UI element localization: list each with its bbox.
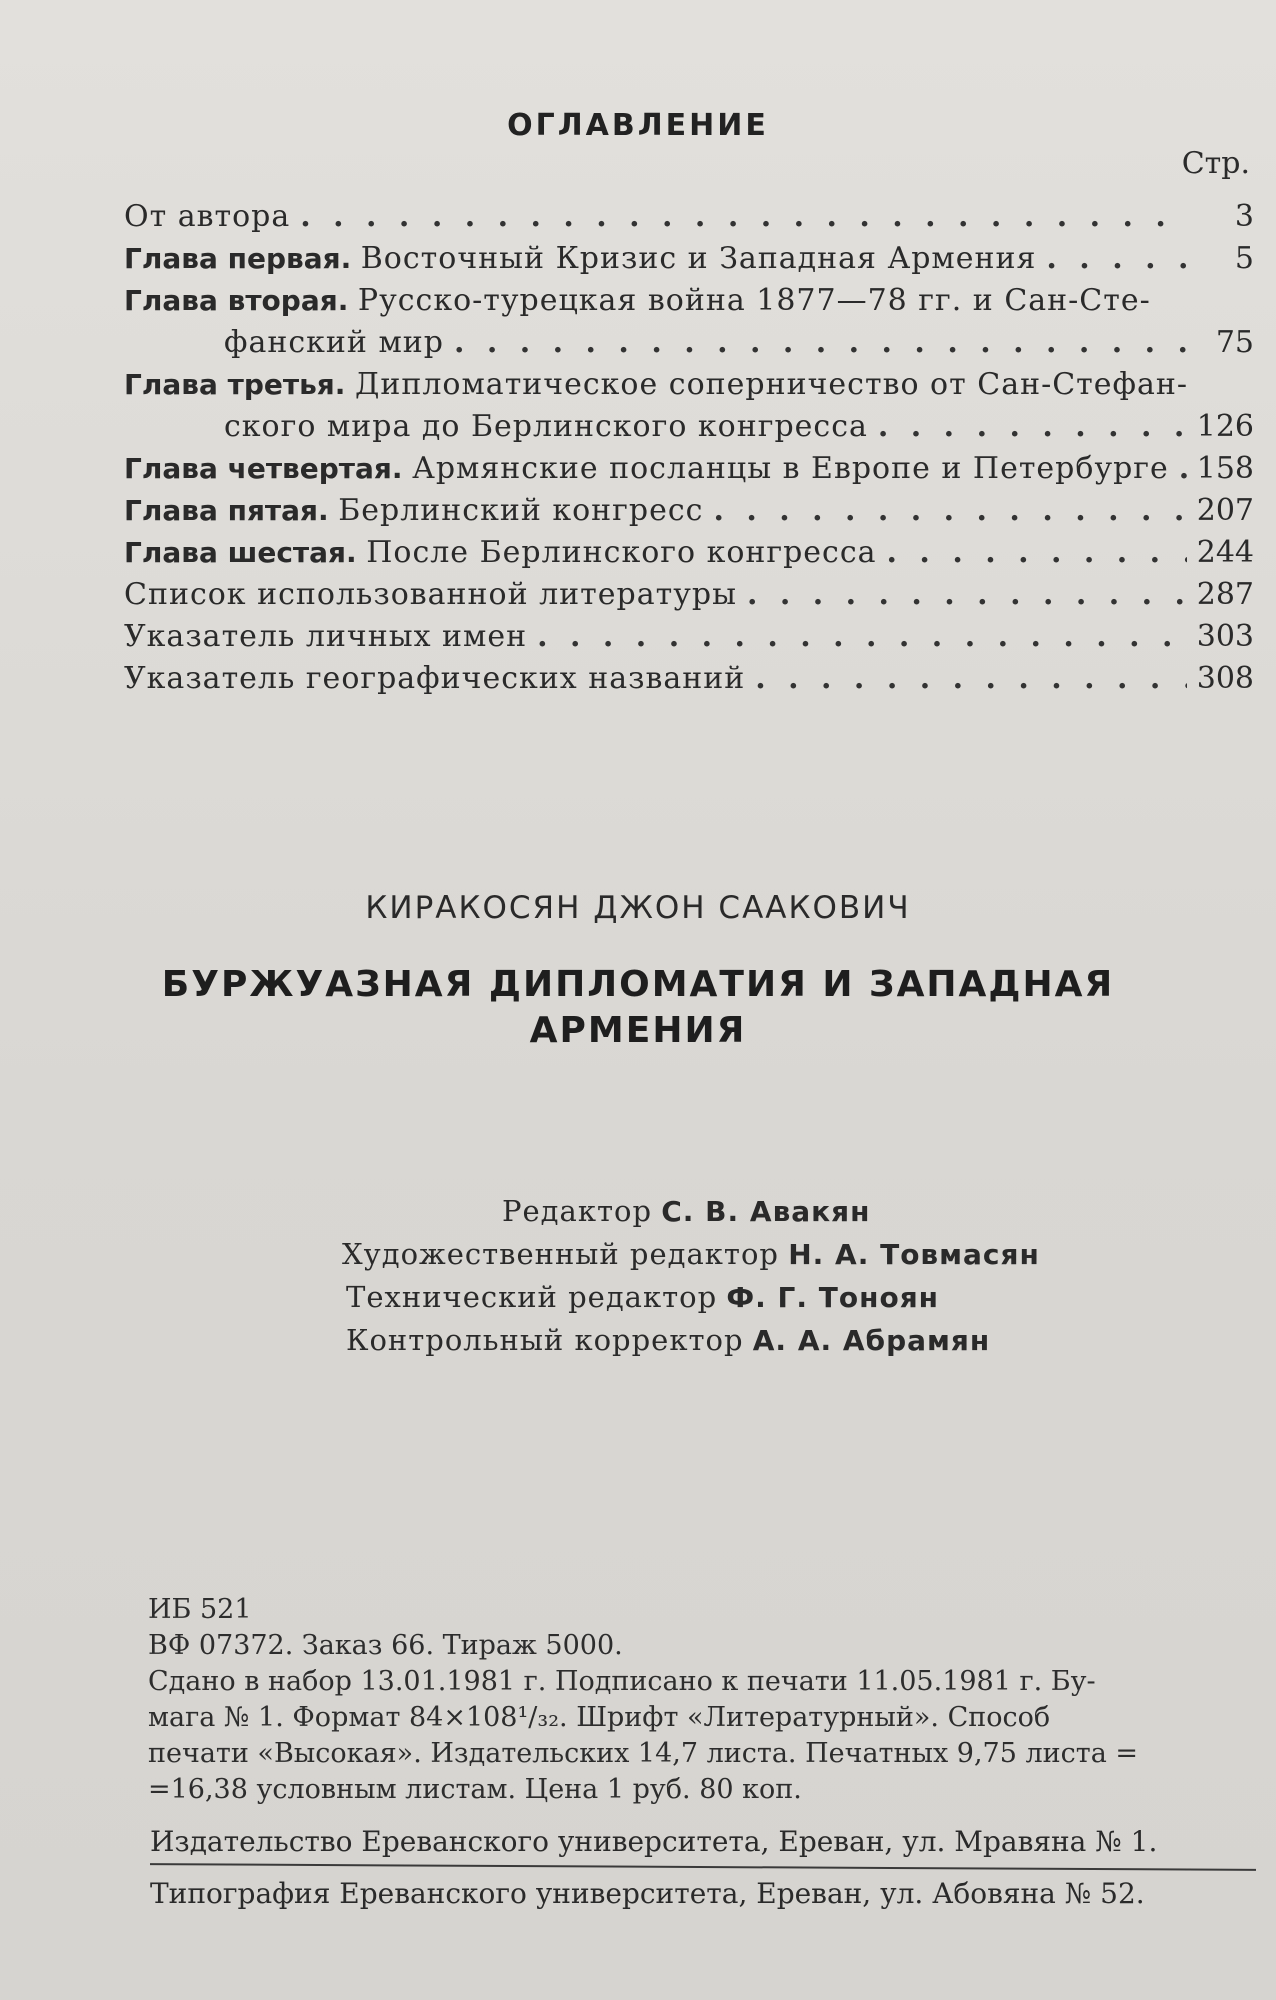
imprint-line-4: =16,38 условным листам. Цена 1 руб. 80 коп. bbox=[148, 1774, 802, 1805]
editorial-credits bbox=[0, 1190, 1276, 1362]
toc-entry-label: Глава первая. bbox=[124, 242, 352, 275]
toc-entry-label: Глава вторая. bbox=[124, 284, 349, 317]
toc-page-number: 244 bbox=[1196, 535, 1254, 570]
toc-entry-label: Глава пятая. bbox=[124, 494, 329, 527]
toc-leader-dots bbox=[747, 574, 1187, 616]
toc-entry-label: Глава шестая. bbox=[124, 536, 357, 569]
credit-name: Ф. Г. Тоноян bbox=[726, 1281, 940, 1314]
toc-entry bbox=[124, 574, 1254, 616]
toc-entry-text: Восточный Кризис и Западная Армения bbox=[360, 241, 1037, 276]
toc-entry bbox=[124, 448, 1254, 490]
toc-leader-dots bbox=[454, 322, 1188, 364]
publisher-line: Издательство Ереванского университета, Ереван, ул. Мравяна № 1. bbox=[150, 1825, 1158, 1858]
toc-page-number: 126 bbox=[1196, 409, 1254, 444]
toc-entry-text: Список использованной литературы bbox=[124, 577, 737, 612]
book-title-line-1: БУРЖУАЗНАЯ ДИПЛОМАТИЯ И ЗАПАДНАЯ bbox=[161, 964, 1115, 1005]
toc-entry-text: Берлинский конгресс bbox=[338, 493, 704, 528]
toc-page-number: 207 bbox=[1196, 493, 1254, 528]
toc-entry-continuation: ского мира до Берлинского конгресса bbox=[224, 409, 868, 444]
credit-role: Контрольный корректор bbox=[346, 1323, 744, 1357]
toc-page-number: 287 bbox=[1196, 577, 1254, 612]
credit-technical-editor bbox=[0, 1276, 1276, 1319]
divider-rule bbox=[150, 1863, 1256, 1871]
imprint-block bbox=[148, 1592, 1256, 1808]
toc-entry bbox=[124, 280, 1254, 364]
book-author: КИРАКОСЯН ДЖОН СААКОВИЧ bbox=[365, 890, 911, 926]
credit-editor bbox=[0, 1190, 1276, 1233]
credit-name: Н. А. Товмасян bbox=[788, 1238, 1040, 1271]
toc-entry bbox=[124, 616, 1254, 658]
toc-page-number: 303 bbox=[1196, 619, 1254, 654]
imprint-ib: ИБ 521 bbox=[148, 1594, 252, 1625]
credit-role: Технический редактор bbox=[346, 1280, 718, 1314]
toc-entry bbox=[124, 490, 1254, 532]
credit-proofreader bbox=[0, 1319, 1276, 1362]
toc-entry bbox=[124, 196, 1254, 238]
toc-entry bbox=[124, 364, 1254, 448]
toc-entry-label: Глава четвертая. bbox=[124, 452, 403, 485]
toc-page-number: 5 bbox=[1234, 241, 1254, 276]
publisher-printer-block bbox=[150, 1822, 1256, 1914]
toc-leader-dots bbox=[713, 490, 1186, 532]
toc-leader-dots bbox=[878, 406, 1187, 448]
book-title-line-2: АРМЕНИЯ bbox=[529, 1010, 747, 1051]
toc-entry-text: Дипломатическое соперничество от Сан-Стефан- bbox=[354, 367, 1189, 402]
toc-leader-dots bbox=[1046, 238, 1188, 280]
credit-name: А. А. Абрамян bbox=[752, 1324, 991, 1357]
page-column-label: Стр. bbox=[1181, 146, 1250, 181]
toc-entry-text: Русско-турецкая война 1877—78 гг. и Сан-Сте- bbox=[357, 283, 1151, 318]
toc-entry-text: Указатель личных имен bbox=[124, 619, 528, 654]
toc-leader-dots bbox=[537, 616, 1187, 658]
toc-page-number: 308 bbox=[1196, 661, 1254, 696]
credit-name: С. В. Авакян bbox=[661, 1195, 871, 1228]
toc-entry-text: От автора bbox=[124, 199, 291, 234]
toc-entry-text: Армянские посланцы в Европе и Петербурге bbox=[412, 451, 1169, 486]
credit-art-editor bbox=[0, 1233, 1276, 1276]
toc-leader-dots bbox=[300, 196, 1188, 238]
toc-entry bbox=[124, 238, 1254, 280]
toc-heading: ОГЛАВЛЕНИЕ bbox=[507, 108, 769, 143]
imprint-line-3: печати «Высокая». Издательских 14,7 листа. Печатных 9,75 листа = bbox=[148, 1738, 1138, 1769]
imprint-line-1: Сдано в набор 13.01.1981 г. Подписано к печати 11.05.1981 г. Бу- bbox=[148, 1666, 1096, 1697]
toc-entry bbox=[124, 532, 1254, 574]
toc-entry-continuation: фанский мир bbox=[224, 325, 444, 360]
toc-entry bbox=[124, 658, 1254, 700]
toc-page-number: 75 bbox=[1215, 325, 1254, 360]
toc-leader-dots bbox=[755, 658, 1186, 700]
toc-leader-dots bbox=[887, 532, 1187, 574]
toc-entry-label: Глава третья. bbox=[124, 368, 346, 401]
imprint-line-2: мага № 1. Формат 84×108¹/₃₂. Шрифт «Литературный». Способ bbox=[148, 1702, 1051, 1733]
toc-leader-dots bbox=[1179, 448, 1187, 490]
imprint-order: ВФ 07372. Заказ 66. Тираж 5000. bbox=[148, 1630, 623, 1661]
toc-page-number: 158 bbox=[1196, 451, 1254, 486]
toc-entry-text: После Берлинского конгресса bbox=[366, 535, 877, 570]
table-of-contents bbox=[124, 196, 1254, 700]
credit-role: Редактор bbox=[502, 1194, 653, 1228]
toc-entry-text: Указатель географических названий bbox=[124, 661, 746, 696]
toc-page-number: 3 bbox=[1234, 199, 1254, 234]
credit-role: Художественный редактор bbox=[342, 1237, 779, 1271]
printer-line: Типография Ереванского университета, Ереван, ул. Абовяна № 52. bbox=[150, 1877, 1145, 1910]
book-title bbox=[0, 962, 1276, 1054]
